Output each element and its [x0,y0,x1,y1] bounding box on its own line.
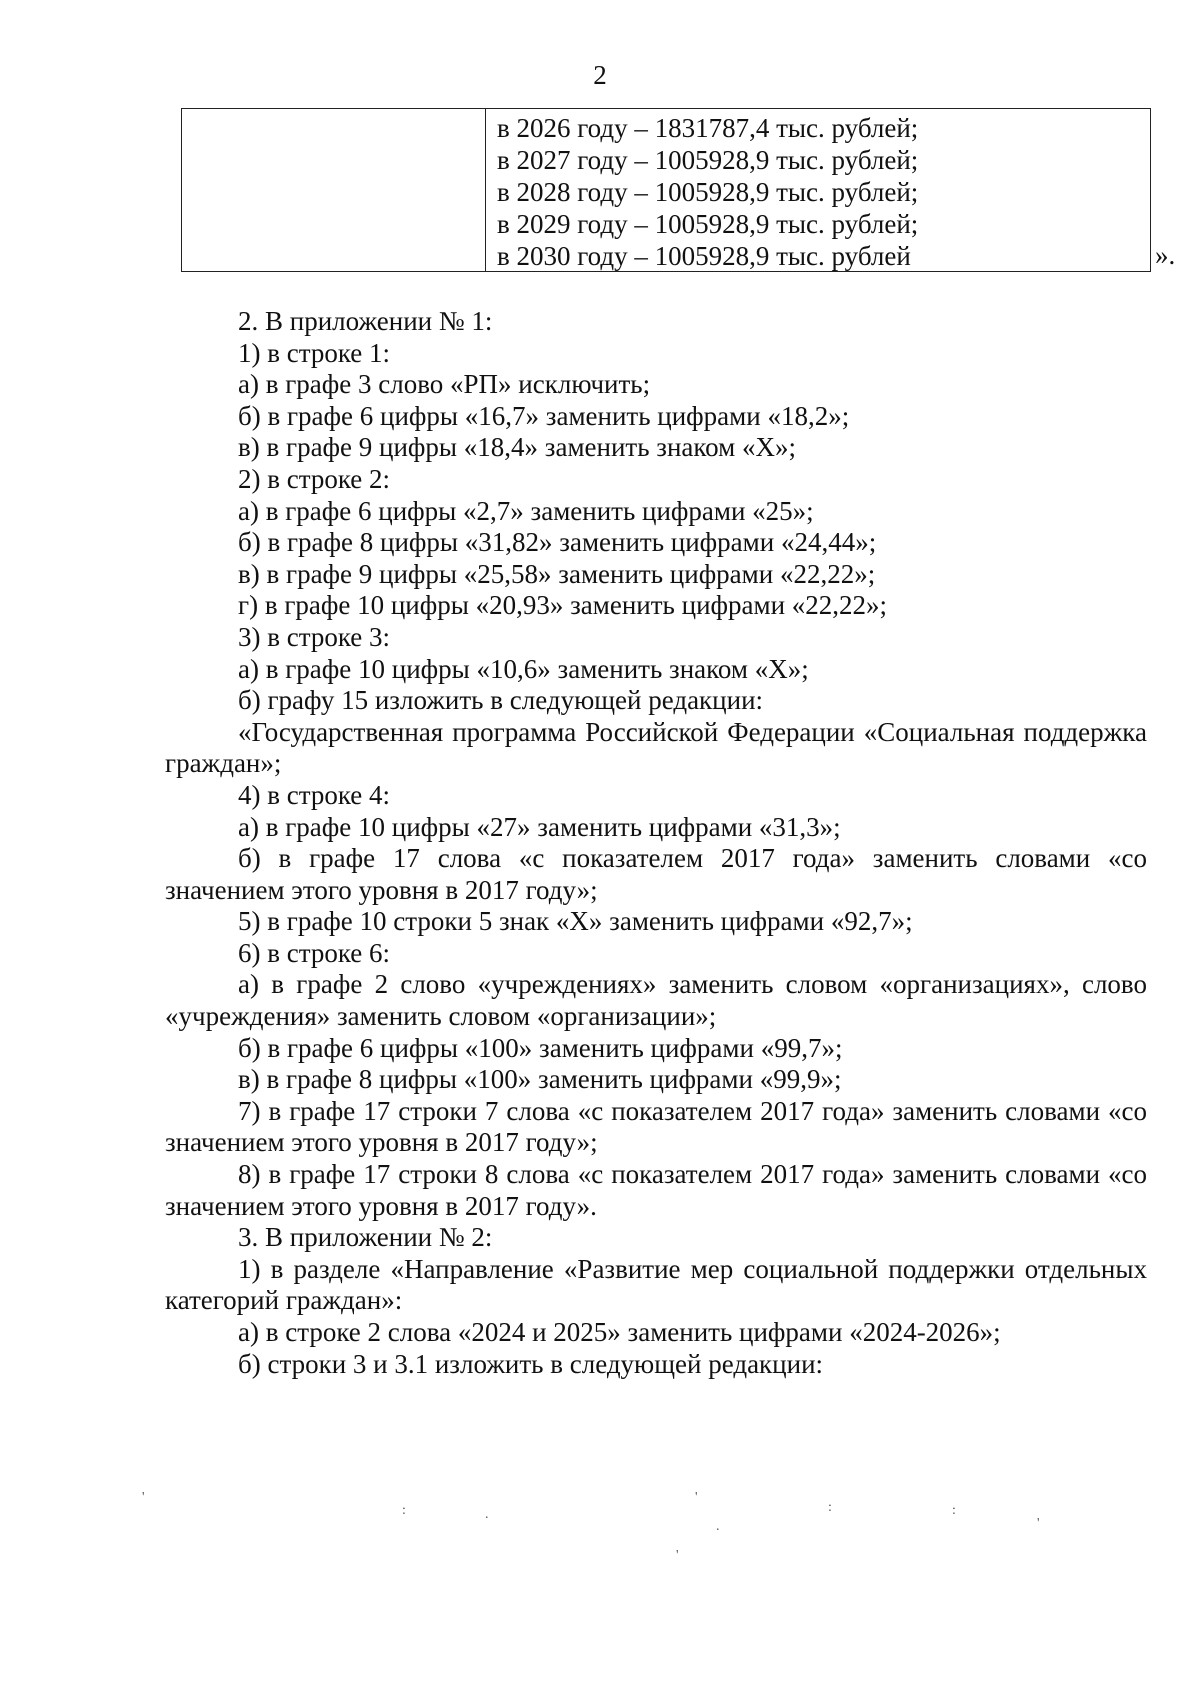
scan-speck: : [952,1503,956,1518]
paragraph: б) графу 15 изложить в следующей редакции: [238,685,764,716]
paragraph: 6) в строке 6: [238,937,391,968]
financing-line: в 2028 году – 1005928,9 тыс. рублей; [497,177,919,207]
paragraph: а) в строке 2 слова «2024 и 2025» заменить цифрами «2024-2026»; [238,1317,1001,1347]
paragraph: в) в графе 8 цифры «100» заменить цифрами «99,9»; [238,1064,842,1095]
paragraph: в) в графе 9 цифры «25,58» заменить цифрами «22,22»; [238,558,876,589]
financing-lines [497,112,918,272]
paragraph: 2. В приложении № 1: [238,306,493,336]
paragraph: 3. В приложении № 2: [238,1222,493,1253]
scan-speck: ' [1037,1516,1040,1531]
paragraph: б) в графе 6 цифры «100» заменить цифрами «99,7»; [238,1032,843,1063]
paragraph: 1) в разделе «Направление «Развитие мер социальной поддержки отдельных категорий граждан»: [165,1253,1147,1316]
paragraph: 8) в графе 17 строки 8 слова «с показателем 2017 года» заменить словами «со значением этого уровня в 2017 году». [165,1159,1147,1221]
paragraph: б) строки 3 и 3.1 изложить в следующей редакции: [238,1348,824,1379]
document-body [165,306,1147,1380]
scan-speck: : [402,1503,406,1518]
paragraph: а) в графе 3 слово «РП» исключить; [238,369,651,400]
financing-line: в 2030 году – 1005928,9 тыс. рублей [497,241,911,271]
scan-speck: . [485,1507,489,1522]
paragraph: 7) в графе 17 строки 7 слова «с показателем 2017 года» заменить словами «со значением этого уровня в 2017 году»; [165,1095,1147,1158]
financing-line: в 2026 году – 1831787,4 тыс. рублей; [497,113,919,143]
paragraph: а) в графе 6 цифры «2,7» заменить цифрами «25»; [238,495,814,526]
paragraph: в) в графе 9 цифры «18,4» заменить знаком «Х»; [238,432,796,463]
table-column-divider [485,109,486,271]
paragraph: 4) в строке 4: [238,779,391,810]
page-number: 2 [593,60,607,90]
scan-speck: ' [695,1490,698,1505]
closing-quote: ». [1155,240,1176,270]
scan-speck: : [828,1500,832,1515]
paragraph: б) в графе 8 цифры «31,82» заменить цифрами «24,44»; [238,527,877,558]
paragraph: «Государственная программа Российской Федерации «Социальная поддержка граждан»; [165,716,1147,779]
paragraph: а) в графе 10 цифры «27» заменить цифрами «31,3»; [238,811,841,842]
paragraph: 3) в строке 3: [238,621,391,652]
paragraph: а) в графе 2 слово «учреждениях» заменить словом «организациях», слово «учреждения» заменить словом «организации»; [165,969,1147,1032]
paragraph: б) в графе 17 слова «с показателем 2017 года» заменить словами «со значением этого уровня в 2017 году»; [165,843,1147,905]
paragraph: а) в графе 10 цифры «10,6» заменить знаком «Х»; [238,653,809,684]
financing-line: в 2027 году – 1005928,9 тыс. рублей; [497,145,919,175]
financing-line: в 2029 году – 1005928,9 тыс. рублей; [497,209,919,239]
scan-speck: ' [142,1490,145,1505]
paragraph: 2) в строке 2: [238,463,391,494]
paragraph: б) в графе 6 цифры «16,7» заменить цифрами «18,2»; [238,400,850,431]
scan-speck: ' [676,1548,679,1563]
paragraph: г) в графе 10 цифры «20,93» заменить цифрами «22,22»; [238,590,888,621]
paragraph: 1) в строке 1: [238,337,391,368]
paragraph: 5) в графе 10 строки 5 знак «Х» заменить цифрами «92,7»; [238,906,913,937]
scan-speck: . [716,1519,720,1534]
financing-table [181,108,1151,272]
